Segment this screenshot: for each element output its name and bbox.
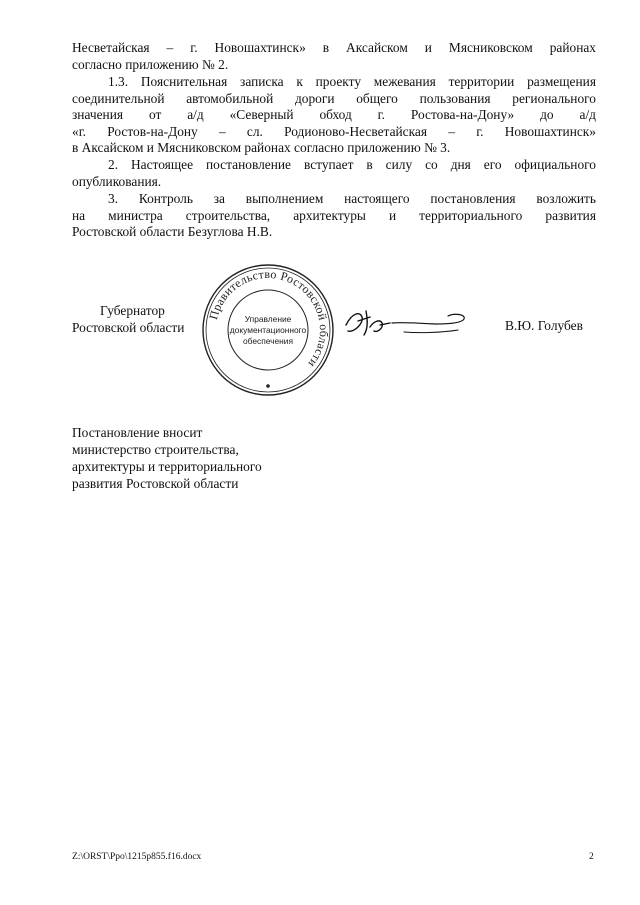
text-line: опубликования.: [72, 173, 162, 189]
position-title: Губернатор: [100, 303, 165, 318]
official-seal-stamp: [200, 262, 336, 398]
text-line: согласно приложению № 2.: [72, 56, 229, 72]
seal-inner-line: Управление: [244, 314, 292, 324]
position-region: Ростовской области: [72, 320, 185, 335]
note-line: архитектуры и территориального: [72, 459, 262, 474]
text-line: Несветайская – г. Новошахтинск» в Аксайском и Мясниковском районах: [72, 40, 596, 55]
text-line: в Аксайском и Мясниковском районах согласно приложению № 3.: [72, 140, 451, 156]
submitter-note: [72, 424, 262, 492]
paragraph-3: [72, 191, 596, 241]
text-line: на министра строительства, архитектуры и территориального развития: [72, 207, 596, 223]
page-number: 2: [589, 852, 594, 862]
text-line: соединительной автомобильной дороги общего пользования регионального: [72, 90, 596, 106]
paragraph-2: [72, 157, 596, 190]
footer-file-path: Z:\ORST\Ppo\1215p855.f16.docx: [72, 852, 202, 862]
text-line: значения от а/д «Северный обход г. Ростова-на-Дону» до а/д: [72, 107, 596, 123]
signer-name: В.Ю. Голубев: [505, 318, 583, 333]
signatory-position: [72, 302, 184, 336]
text-line: Ростовской области Безуглова Н.В.: [72, 224, 273, 240]
handwritten-signature: [340, 303, 472, 343]
text-line: 3. Контроль за выполнением настоящего постановления возложить: [108, 191, 596, 206]
note-line: министерство строительства,: [72, 442, 239, 457]
note-line: Постановление вносит: [72, 425, 203, 440]
paragraph-continuation: [72, 40, 596, 73]
text-line: 1.3. Пояснительная записка к проекту межевания территории размещения: [108, 74, 596, 89]
text-line: «г. Ростов-на-Дону – сл. Родионово-Несветайская – г. Новошахтинск»: [72, 123, 596, 139]
seal-inner-line: документационного: [229, 325, 307, 335]
note-line: развития Ростовской области: [72, 476, 239, 491]
seal-inner-line: обеспечения: [243, 336, 293, 346]
paragraph-1-3: [72, 74, 596, 157]
text-line: 2. Настоящее постановление вступает в силу со дня его официального: [108, 157, 596, 172]
seal-outer-text: Правительство Ростовской области: [206, 266, 332, 371]
